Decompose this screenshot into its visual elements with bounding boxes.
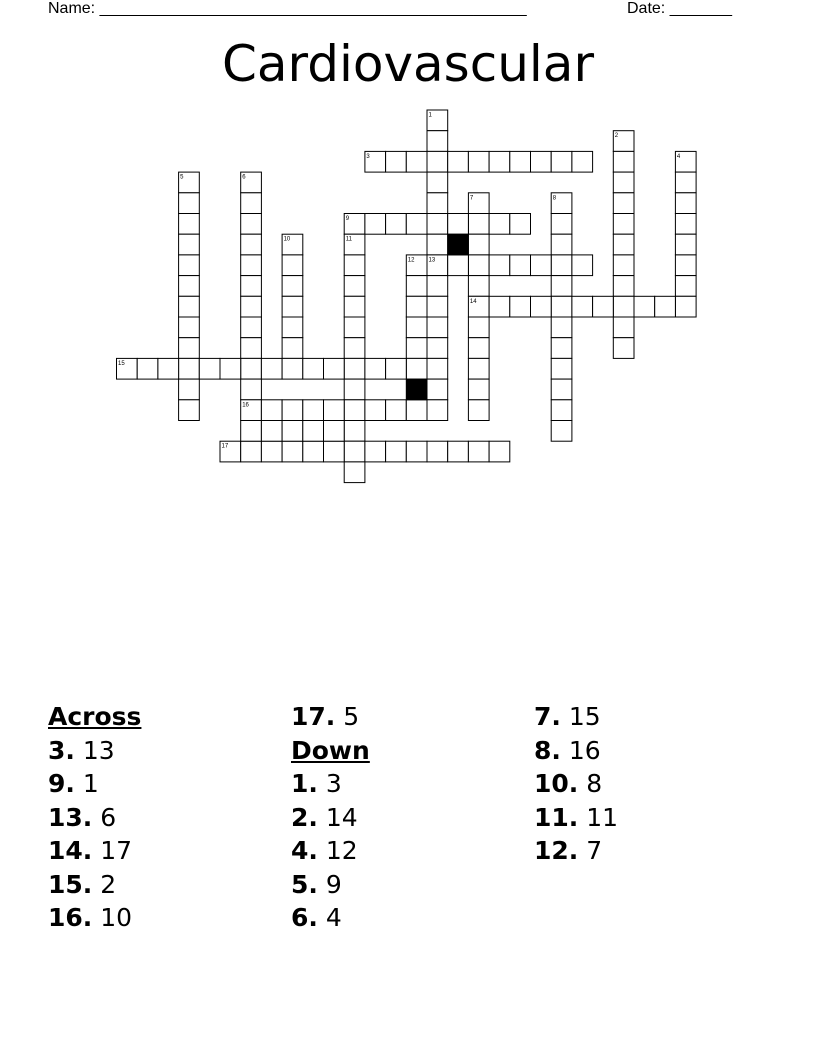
crossword-cell[interactable] bbox=[613, 234, 634, 255]
crossword-cell[interactable] bbox=[427, 400, 448, 421]
crossword-cell[interactable] bbox=[613, 276, 634, 297]
crossword-cell[interactable] bbox=[448, 214, 469, 235]
crossword-cell[interactable] bbox=[427, 193, 448, 214]
clue-number: 9. bbox=[48, 769, 75, 798]
crossword-cell[interactable] bbox=[572, 296, 593, 317]
across-clue bbox=[48, 801, 278, 835]
crossword-cell[interactable] bbox=[344, 276, 365, 297]
crossword-cell[interactable] bbox=[241, 255, 262, 276]
down-clue bbox=[291, 767, 521, 801]
crossword-cell[interactable] bbox=[551, 421, 572, 442]
crossword-cell[interactable] bbox=[468, 441, 489, 462]
clue-number: 7. bbox=[534, 702, 561, 731]
crossword-cell[interactable] bbox=[551, 151, 572, 172]
clue-text: 10 bbox=[100, 903, 133, 932]
across-clue bbox=[291, 700, 521, 734]
crossword-cell[interactable] bbox=[282, 317, 303, 338]
clue-number-17: 17 bbox=[221, 443, 229, 450]
crossword-cell[interactable] bbox=[386, 358, 407, 379]
crossword-cell[interactable] bbox=[179, 214, 200, 235]
crossword-cell[interactable] bbox=[179, 317, 200, 338]
crossword-cell[interactable] bbox=[303, 358, 324, 379]
crossword-cell[interactable] bbox=[572, 255, 593, 276]
crossword-cell[interactable] bbox=[427, 317, 448, 338]
crossword-cell[interactable] bbox=[137, 358, 158, 379]
crossword-cell[interactable] bbox=[282, 255, 303, 276]
crossword-cell[interactable] bbox=[489, 441, 510, 462]
down-clue bbox=[291, 901, 521, 935]
crossword-cell[interactable] bbox=[468, 214, 489, 235]
crossword-cell[interactable] bbox=[613, 317, 634, 338]
crossword-cell[interactable] bbox=[199, 358, 220, 379]
crossword-cell[interactable] bbox=[179, 358, 200, 379]
down-clue bbox=[291, 834, 521, 868]
clue-text: 16 bbox=[568, 735, 601, 765]
down-clue bbox=[534, 834, 764, 868]
crossword-cell[interactable] bbox=[241, 441, 262, 462]
crossword-cell[interactable] bbox=[468, 255, 489, 276]
crossword-cell[interactable] bbox=[427, 338, 448, 359]
crossword-cell[interactable] bbox=[448, 441, 469, 462]
crossword-cell[interactable] bbox=[613, 151, 634, 172]
down-heading: Down bbox=[291, 735, 370, 765]
crossword-cell[interactable] bbox=[551, 317, 572, 338]
crossword-cell[interactable] bbox=[427, 151, 448, 172]
crossword-cell[interactable] bbox=[489, 151, 510, 172]
crossword-cell[interactable] bbox=[282, 296, 303, 317]
date-field[interactable]: _______ bbox=[669, 0, 732, 17]
crossword-cell[interactable] bbox=[655, 296, 676, 317]
clues-column-1 bbox=[48, 700, 278, 935]
crossword-cell[interactable] bbox=[675, 255, 696, 276]
clue-text: 3 bbox=[325, 769, 342, 798]
crossword-cell[interactable] bbox=[427, 131, 448, 152]
crossword-cell[interactable] bbox=[613, 338, 634, 359]
crossword-cell[interactable] bbox=[551, 276, 572, 297]
crossword-cell[interactable] bbox=[241, 421, 262, 442]
across-heading: Across bbox=[48, 702, 142, 731]
crossword-cell[interactable] bbox=[241, 193, 262, 214]
crossword-cell[interactable] bbox=[344, 441, 365, 462]
crossword-cell[interactable] bbox=[468, 379, 489, 400]
crossword-cell[interactable] bbox=[324, 421, 345, 442]
clue-number-2: 2 bbox=[614, 133, 619, 140]
crossword-cell[interactable] bbox=[386, 151, 407, 172]
crossword-cell[interactable] bbox=[489, 296, 510, 317]
down-clue bbox=[534, 700, 764, 734]
clue-text: 5 bbox=[343, 702, 360, 731]
crossword-cell[interactable] bbox=[675, 193, 696, 214]
crossword-cell[interactable] bbox=[386, 441, 407, 462]
crossword-cell[interactable] bbox=[241, 296, 262, 317]
crossword-cell[interactable] bbox=[365, 214, 386, 235]
crossword-cell[interactable] bbox=[344, 358, 365, 379]
crossword-cell[interactable] bbox=[510, 296, 531, 317]
crossword-cell[interactable] bbox=[406, 317, 427, 338]
clue-number: 3. bbox=[48, 735, 75, 765]
clue-text: 11 bbox=[586, 802, 619, 832]
crossword-cell[interactable] bbox=[386, 400, 407, 421]
clue-number: 4. bbox=[291, 836, 318, 865]
clue-number-15: 15 bbox=[118, 360, 125, 367]
crossword-cell[interactable] bbox=[241, 379, 262, 400]
crossword-cell[interactable] bbox=[179, 255, 200, 276]
crossword-cell[interactable] bbox=[406, 441, 427, 462]
crossword-cell[interactable] bbox=[179, 234, 200, 255]
crossword-cell[interactable] bbox=[324, 400, 345, 421]
crossword-cell[interactable] bbox=[551, 400, 572, 421]
crossword-cell[interactable] bbox=[303, 441, 324, 462]
crossword-cell[interactable] bbox=[344, 379, 365, 400]
clue-number: 14. bbox=[48, 836, 93, 865]
crossword-cell[interactable] bbox=[406, 296, 427, 317]
crossword-cell[interactable] bbox=[386, 214, 407, 235]
crossword-cell[interactable] bbox=[531, 296, 552, 317]
clue-text: 4 bbox=[325, 903, 342, 932]
crossword-cell[interactable] bbox=[468, 338, 489, 359]
crossword-cell[interactable] bbox=[261, 358, 282, 379]
crossword-cell[interactable] bbox=[551, 358, 572, 379]
crossword-cell[interactable] bbox=[241, 276, 262, 297]
across-clue bbox=[48, 734, 278, 768]
clue-text: 12 bbox=[325, 836, 358, 865]
clue-number-11: 11 bbox=[345, 236, 352, 243]
clue-number: 1. bbox=[291, 769, 318, 798]
across-clue bbox=[48, 868, 278, 902]
clue-number-8: 8 bbox=[552, 195, 557, 202]
crossword-cell[interactable] bbox=[468, 358, 489, 379]
clue-number-5: 5 bbox=[180, 174, 184, 181]
clue-text: 6 bbox=[100, 802, 117, 832]
crossword-cell[interactable] bbox=[448, 255, 469, 276]
clue-number: 12. bbox=[534, 836, 579, 865]
clue-number: 8. bbox=[534, 735, 561, 765]
crossword-cell[interactable] bbox=[241, 338, 262, 359]
crossword-cell[interactable] bbox=[344, 338, 365, 359]
clue-number: 6. bbox=[291, 903, 318, 932]
clue-number-9: 9 bbox=[345, 216, 350, 222]
clue-text: 9 bbox=[325, 869, 342, 899]
crossword-cell[interactable] bbox=[427, 172, 448, 193]
crossword-cell[interactable] bbox=[179, 193, 200, 214]
crossword-cell[interactable] bbox=[324, 358, 345, 379]
clue-text: 2 bbox=[100, 869, 117, 899]
crossword-cell[interactable] bbox=[261, 421, 282, 442]
crossword-cell[interactable] bbox=[675, 276, 696, 297]
clue-number: 5. bbox=[291, 869, 318, 899]
clue-text: 15 bbox=[568, 702, 601, 731]
crossword-cell[interactable] bbox=[468, 317, 489, 338]
crossword-cell[interactable] bbox=[510, 255, 531, 276]
crossword-cell[interactable] bbox=[675, 296, 696, 317]
clue-number-12: 12 bbox=[407, 257, 415, 264]
crossword-cell[interactable] bbox=[344, 255, 365, 276]
black-cell bbox=[448, 234, 469, 255]
clue-text: 13 bbox=[82, 735, 115, 765]
crossword-cell[interactable] bbox=[179, 400, 200, 421]
crossword-cell[interactable] bbox=[241, 234, 262, 255]
crossword-cell[interactable] bbox=[303, 421, 324, 442]
crossword-cell[interactable] bbox=[282, 338, 303, 359]
crossword-cell[interactable] bbox=[241, 358, 262, 379]
crossword-cell[interactable] bbox=[675, 172, 696, 193]
crossword-cell[interactable] bbox=[551, 379, 572, 400]
across-clue bbox=[48, 767, 278, 801]
crossword-cell[interactable] bbox=[282, 441, 303, 462]
clue-number-16: 16 bbox=[242, 402, 249, 409]
crossword-cell[interactable] bbox=[531, 255, 552, 276]
crossword-cell[interactable] bbox=[427, 234, 448, 255]
clue-text: 8 bbox=[586, 769, 603, 798]
clue-text: 14 bbox=[325, 802, 358, 832]
crossword-cell[interactable] bbox=[675, 234, 696, 255]
crossword-cell[interactable] bbox=[303, 400, 324, 421]
crossword-cell[interactable] bbox=[427, 379, 448, 400]
crossword-cell[interactable] bbox=[179, 338, 200, 359]
crossword-cell[interactable] bbox=[427, 358, 448, 379]
crossword-cell[interactable] bbox=[489, 255, 510, 276]
crossword-cell[interactable] bbox=[551, 214, 572, 235]
clue-number-1: 1 bbox=[428, 112, 432, 119]
crossword-cell[interactable] bbox=[613, 172, 634, 193]
crossword-cell[interactable] bbox=[406, 151, 427, 172]
clue-number-14: 14 bbox=[469, 298, 477, 305]
down-clue bbox=[534, 801, 764, 835]
crossword-cell[interactable] bbox=[427, 441, 448, 462]
clue-number-10: 10 bbox=[283, 236, 291, 243]
crossword-cell[interactable] bbox=[324, 441, 345, 462]
crossword-cell[interactable] bbox=[551, 234, 572, 255]
across-clue bbox=[48, 834, 278, 868]
black-cell bbox=[406, 379, 427, 400]
crossword-cell[interactable] bbox=[468, 151, 489, 172]
clues-column-2 bbox=[291, 700, 521, 935]
crossword-cell[interactable] bbox=[510, 151, 531, 172]
crossword-cell[interactable] bbox=[344, 296, 365, 317]
crossword-grid bbox=[0, 0, 816, 500]
crossword-cell[interactable] bbox=[427, 276, 448, 297]
clue-text: 1 bbox=[82, 769, 99, 798]
clue-number: 10. bbox=[534, 769, 579, 798]
crossword-cell[interactable] bbox=[365, 441, 386, 462]
across-clue bbox=[48, 901, 278, 935]
crossword-cell[interactable] bbox=[220, 358, 241, 379]
clue-number: 2. bbox=[291, 802, 318, 832]
crossword-cell[interactable] bbox=[613, 214, 634, 235]
crossword-cell[interactable] bbox=[489, 214, 510, 235]
clue-number-6: 6 bbox=[242, 174, 246, 181]
date-label: Date: bbox=[627, 0, 666, 17]
crossword-cell[interactable] bbox=[613, 296, 634, 317]
crossword-cell[interactable] bbox=[365, 358, 386, 379]
crossword-cell[interactable] bbox=[282, 276, 303, 297]
clue-number-13: 13 bbox=[428, 257, 436, 264]
clue-text: 7 bbox=[586, 836, 603, 865]
crossword-cell[interactable] bbox=[613, 193, 634, 214]
crossword-cell[interactable] bbox=[179, 276, 200, 297]
crossword-cell[interactable] bbox=[468, 234, 489, 255]
crossword-cell[interactable] bbox=[179, 296, 200, 317]
crossword-cell[interactable] bbox=[365, 400, 386, 421]
crossword-cell[interactable] bbox=[427, 214, 448, 235]
crossword-cell[interactable] bbox=[551, 338, 572, 359]
crossword-cell[interactable] bbox=[282, 358, 303, 379]
clue-number-3: 3 bbox=[366, 153, 370, 160]
clue-number-4: 4 bbox=[676, 153, 681, 160]
clue-number-7: 7 bbox=[469, 195, 474, 202]
crossword-cell[interactable] bbox=[613, 255, 634, 276]
crossword-cell[interactable] bbox=[344, 400, 365, 421]
clue-number: 13. bbox=[48, 802, 93, 832]
page-title: Cardiovascular bbox=[222, 35, 594, 93]
down-clue bbox=[291, 801, 521, 835]
crossword-cell[interactable] bbox=[551, 296, 572, 317]
down-clue bbox=[534, 734, 764, 768]
clue-number: 11. bbox=[534, 802, 579, 832]
clues-column-3 bbox=[534, 700, 764, 868]
crossword-cell[interactable] bbox=[261, 400, 282, 421]
clue-number: 17. bbox=[291, 702, 336, 731]
name-label: Name: bbox=[48, 0, 96, 17]
crossword-cell[interactable] bbox=[468, 400, 489, 421]
crossword-cell[interactable] bbox=[406, 338, 427, 359]
crossword-cell[interactable] bbox=[510, 214, 531, 235]
clue-number: 15. bbox=[48, 869, 93, 899]
clue-text: 17 bbox=[100, 836, 133, 865]
clue-number: 16. bbox=[48, 903, 93, 932]
crossword-cell[interactable] bbox=[158, 358, 179, 379]
crossword-cell[interactable] bbox=[531, 151, 552, 172]
crossword-cell[interactable] bbox=[427, 296, 448, 317]
crossword-cell[interactable] bbox=[282, 421, 303, 442]
crossword-cell[interactable] bbox=[675, 214, 696, 235]
crossword-cell[interactable] bbox=[344, 421, 365, 442]
crossword-cell[interactable] bbox=[551, 255, 572, 276]
crossword-cell[interactable] bbox=[406, 358, 427, 379]
crossword-cell[interactable] bbox=[261, 441, 282, 462]
crossword-cell[interactable] bbox=[241, 214, 262, 235]
name-field[interactable]: ________________________________________________ bbox=[99, 0, 527, 17]
crossword-cell[interactable] bbox=[406, 400, 427, 421]
crossword-cell[interactable] bbox=[448, 151, 469, 172]
crossword-cell[interactable] bbox=[344, 462, 365, 483]
crossword-cell[interactable] bbox=[406, 276, 427, 297]
crossword-cell[interactable] bbox=[282, 400, 303, 421]
crossword-cell[interactable] bbox=[593, 296, 614, 317]
crossword-cell[interactable] bbox=[634, 296, 655, 317]
down-clue bbox=[291, 868, 521, 902]
down-clue bbox=[534, 767, 764, 801]
crossword-cell[interactable] bbox=[406, 214, 427, 235]
crossword-cell[interactable] bbox=[468, 276, 489, 297]
crossword-cell[interactable] bbox=[241, 317, 262, 338]
crossword-cell[interactable] bbox=[179, 379, 200, 400]
crossword-cell[interactable] bbox=[572, 151, 593, 172]
crossword-cell[interactable] bbox=[344, 317, 365, 338]
